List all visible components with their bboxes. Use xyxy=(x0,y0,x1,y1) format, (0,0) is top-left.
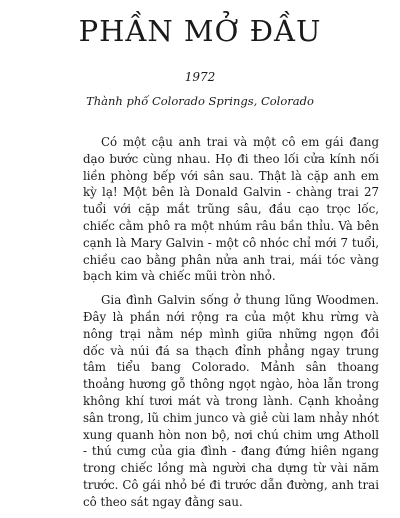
dateline-place: Thành phố Colorado Springs, Colorado xyxy=(86,94,314,108)
dateline-year: 1972 xyxy=(184,70,216,84)
chapter-title: PHẦN MỞ ĐẦU xyxy=(78,14,322,48)
body-text xyxy=(83,134,379,518)
paragraph: Có một cậu anh trai và một cô em gái đang dạo bước cùng nhau. Họ đi theo lối cửa kính nối liền phòng bếp với sân sau. Thật là cặp anh em kỳ lạ! Một bên là Donald Galvin - chàng trai 27 tuổi với cặp mắt trũng sâu, đầu cạo trọc lốc, chiếc cằm phô ra một nhúm râu bần thỉu. Và bên cạnh là Mary Galvin - một cô nhóc chỉ mới 7 tuổi, chiều cao bằng phân nửa anh trai, mái tóc vàng bạch kim và chiếc mũi tròn nhỏ. xyxy=(83,135,379,284)
paragraph: Gia đình Galvin sống ở thung lũng Woodmen. Đây là phần nới rộng ra của một khu rừng và nông trại nằm nép mình giữa những ngọn đồi dốc và núi đá sa thạch đỉnh phẳng ngay trung tâm tiểu bang Colorado. Mảnh sân thoang thoảng hương gỗ thông ngọt ngào, hòa lẫn trong không khí tươi mát và trong lành. Cạnh khoảng sân trong, lũ chim junco và giẻ cùi lam nhảy nhót xung quanh hòn non bộ, nơi chú chim ưng Atholl - thú cưng của gia đình - đang đứng hiên ngang trong chiếc lồng mà người cha dựng từ vài năm trước. Cô gái nhỏ bé đi trước dẫn đường, anh trai cô theo sát ngay đằng sau. xyxy=(83,293,379,509)
